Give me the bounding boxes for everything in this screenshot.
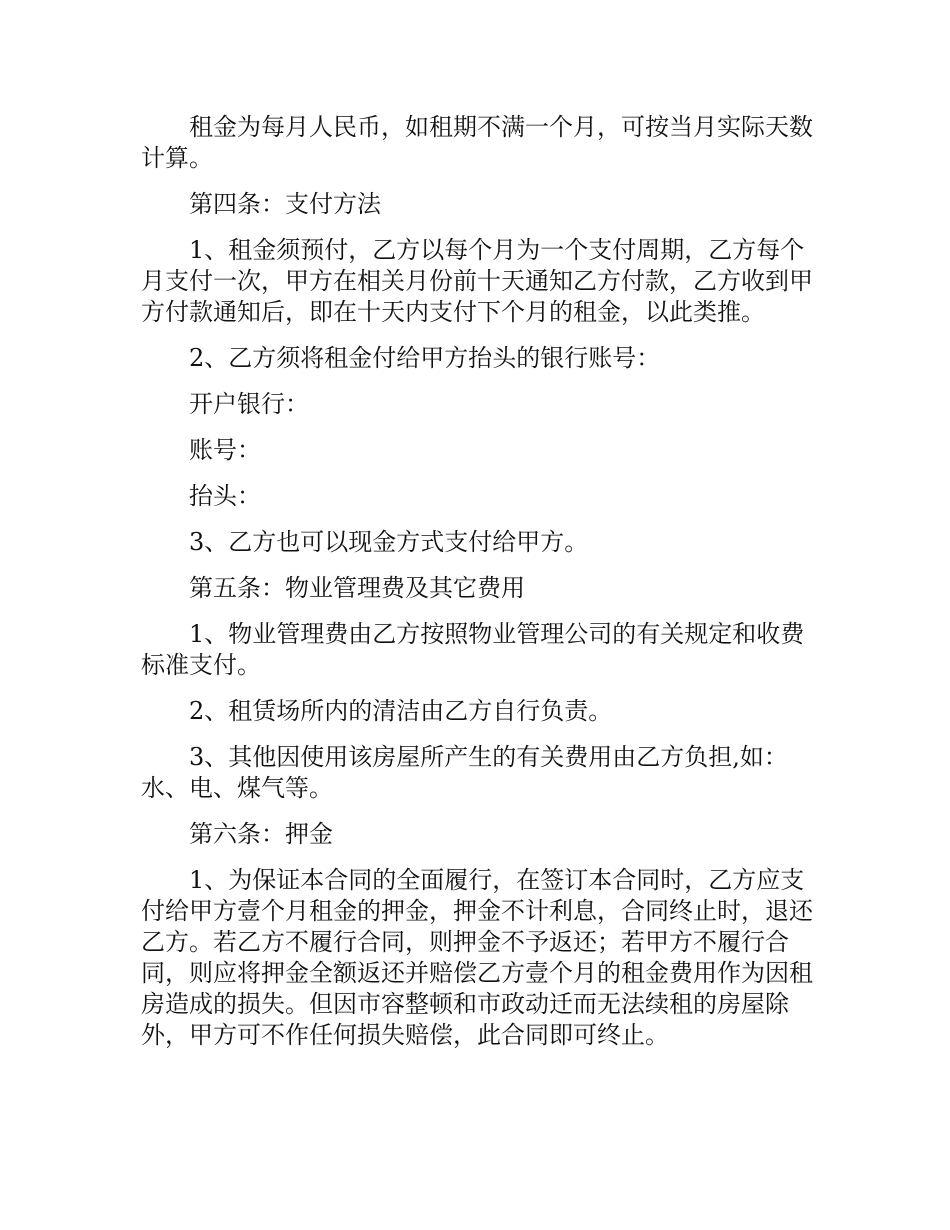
heading-article-4: 第四条：支付方法 — [189, 190, 381, 218]
paragraph-cash-payment: 3、乙方也可以现金方式支付给甲方。 — [189, 528, 589, 556]
field-account-title: 抬头： — [189, 482, 261, 510]
paragraph-other-fees: 3、其他因使用该房屋所产生的有关费用由乙方负担,如：水、电、煤气等。 — [141, 743, 788, 802]
paragraph-bank-account: 2、乙方须将租金付给甲方抬头的银行账号： — [189, 344, 661, 372]
paragraph-deposit: 1、为保证本合同的全面履行，在签订本合同时，乙方应支付给甲方壹个月租金的押金，押金不计利息，合同终止时，退还乙方。若乙方不履行合同，则押金不予返还；若甲方不履行合同，则应将押金全额返还并赔偿乙方壹个月的租金费用作为因租房造成的损失。但因市容整顿和市政动迁而无法续租的房屋除外，甲方可不作任何损失赔偿，此合同即可终止。 — [141, 866, 813, 1049]
field-bank-name: 开户银行： — [189, 390, 309, 418]
paragraph-rent-calculation: 租金为每月人民币，如租期不满一个月，可按当月实际天数计算。 — [141, 113, 813, 172]
heading-article-5: 第五条：物业管理费及其它费用 — [189, 574, 525, 602]
heading-article-6: 第六条：押金 — [189, 820, 333, 848]
paragraph-property-fee: 1、物业管理费由乙方按照物业管理公司的有关规定和收费标准支付。 — [141, 620, 805, 679]
paragraph-cleaning: 2、租赁场所内的清洁由乙方自行负责。 — [189, 697, 613, 725]
paragraph-prepayment: 1、租金须预付，乙方以每个月为一个支付周期，乙方每个月支付一次，甲方在相关月份前十天通知乙方付款，乙方收到甲方付款通知后，即在十天内支付下个月的租金，以此类推。 — [141, 236, 813, 326]
document-body — [141, 112, 821, 1066]
field-account-number: 账号： — [189, 436, 261, 464]
